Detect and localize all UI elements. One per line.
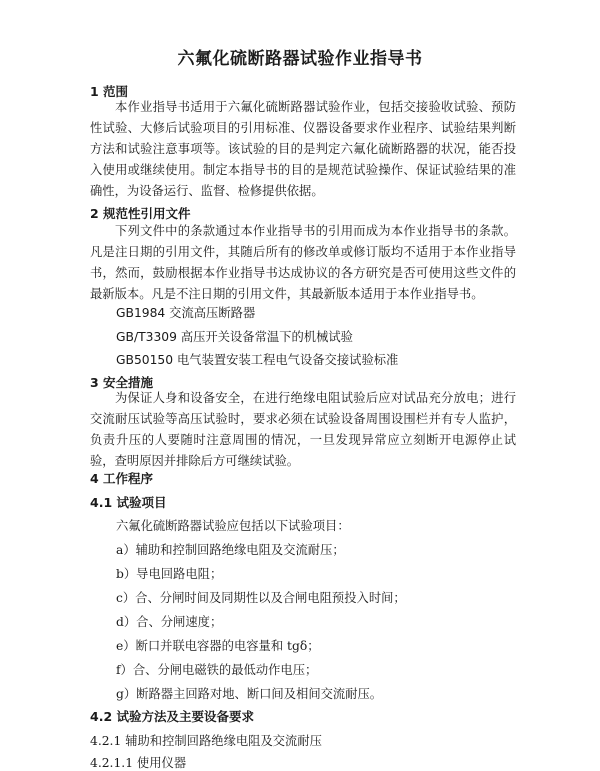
section-4-2-1-1-heading: 4.2.1.1 使用仪器 bbox=[90, 756, 187, 770]
test-item: b）导电回路电阻； bbox=[116, 567, 223, 581]
section-4-2-heading: 4.2 试验方法及主要设备要求 bbox=[90, 709, 254, 724]
section-4-heading: 4 工作程序 bbox=[90, 471, 154, 486]
test-items-intro: 六氟化硫断路器试验应包括以下试验项目： bbox=[116, 519, 350, 533]
test-item: c）合、分闸时间及同期性以及合闸电阻预投入时间； bbox=[116, 591, 406, 605]
test-item: g）断路器主回路对地、断口间及相间交流耐压。 bbox=[116, 687, 383, 701]
section-4-1-heading: 4.1 试验项目 bbox=[90, 495, 167, 510]
test-item: d）合、分闸速度； bbox=[116, 615, 223, 629]
test-item: f）合、分闸电磁铁的最低动作电压； bbox=[116, 663, 318, 677]
section-2-heading: 2 规范性引用文件 bbox=[90, 206, 191, 221]
section-3-paragraph: 为保证人身和设备安全，在进行绝缘电阻试验后应对试品充分放电；进行交流耐压试验等高压试验时，要求必须在试验设备周围设围栏并有专人监护，负责升压的人要随时注意周围的情况，一旦发现异常应立刻断开电源停止试验，查明原因并排除后方可继续试验。 bbox=[90, 391, 516, 468]
document-title: 六氟化硫断路器试验作业指导书 bbox=[177, 49, 423, 69]
reference-item: GB/T3309 高压开关设备常温下的机械试验 bbox=[116, 330, 353, 344]
section-3-heading: 3 安全措施 bbox=[90, 375, 154, 390]
reference-item: GB50150 电气装置安装工程电气设备交接试验标准 bbox=[116, 353, 399, 367]
section-1-heading: 1 范围 bbox=[90, 84, 129, 99]
test-item: a）辅助和控制回路绝缘电阻及交流耐压； bbox=[116, 543, 345, 557]
section-4-2-1-heading: 4.2.1 辅助和控制回路绝缘电阻及交流耐压 bbox=[90, 734, 322, 748]
section-1-paragraph: 本作业指导书适用于六氟化硫断路器试验作业，包括交接验收试验、预防性试验、大修后试验项目的引用标准、仪器设备要求作业程序、试验结果判断方法和试验注意事项等。该试验的目的是判定六氟化硫断路器的状况，能否投入使用或继续使用。制定本指导书的目的是规范试验操作、保证试验结果的准确性，为设备运行、监督、检修提供依据。 bbox=[90, 100, 516, 198]
section-2-paragraph: 下列文件中的条款通过本作业指导书的引用而成为本作业指导书的条款。凡是注日期的引用文件，其随后所有的修改单或修订版均不适用于本作业指导书，然而，鼓励根据本作业指导书达成协议的各方研究是否可使用这些文件的最新版本。凡是不注日期的引用文件，其最新版本适用于本作业指导书。 bbox=[90, 224, 516, 301]
reference-item: GB1984 交流高压断路器 bbox=[116, 306, 256, 320]
test-item: e）断口并联电容器的电容量和 tgδ； bbox=[116, 639, 320, 653]
